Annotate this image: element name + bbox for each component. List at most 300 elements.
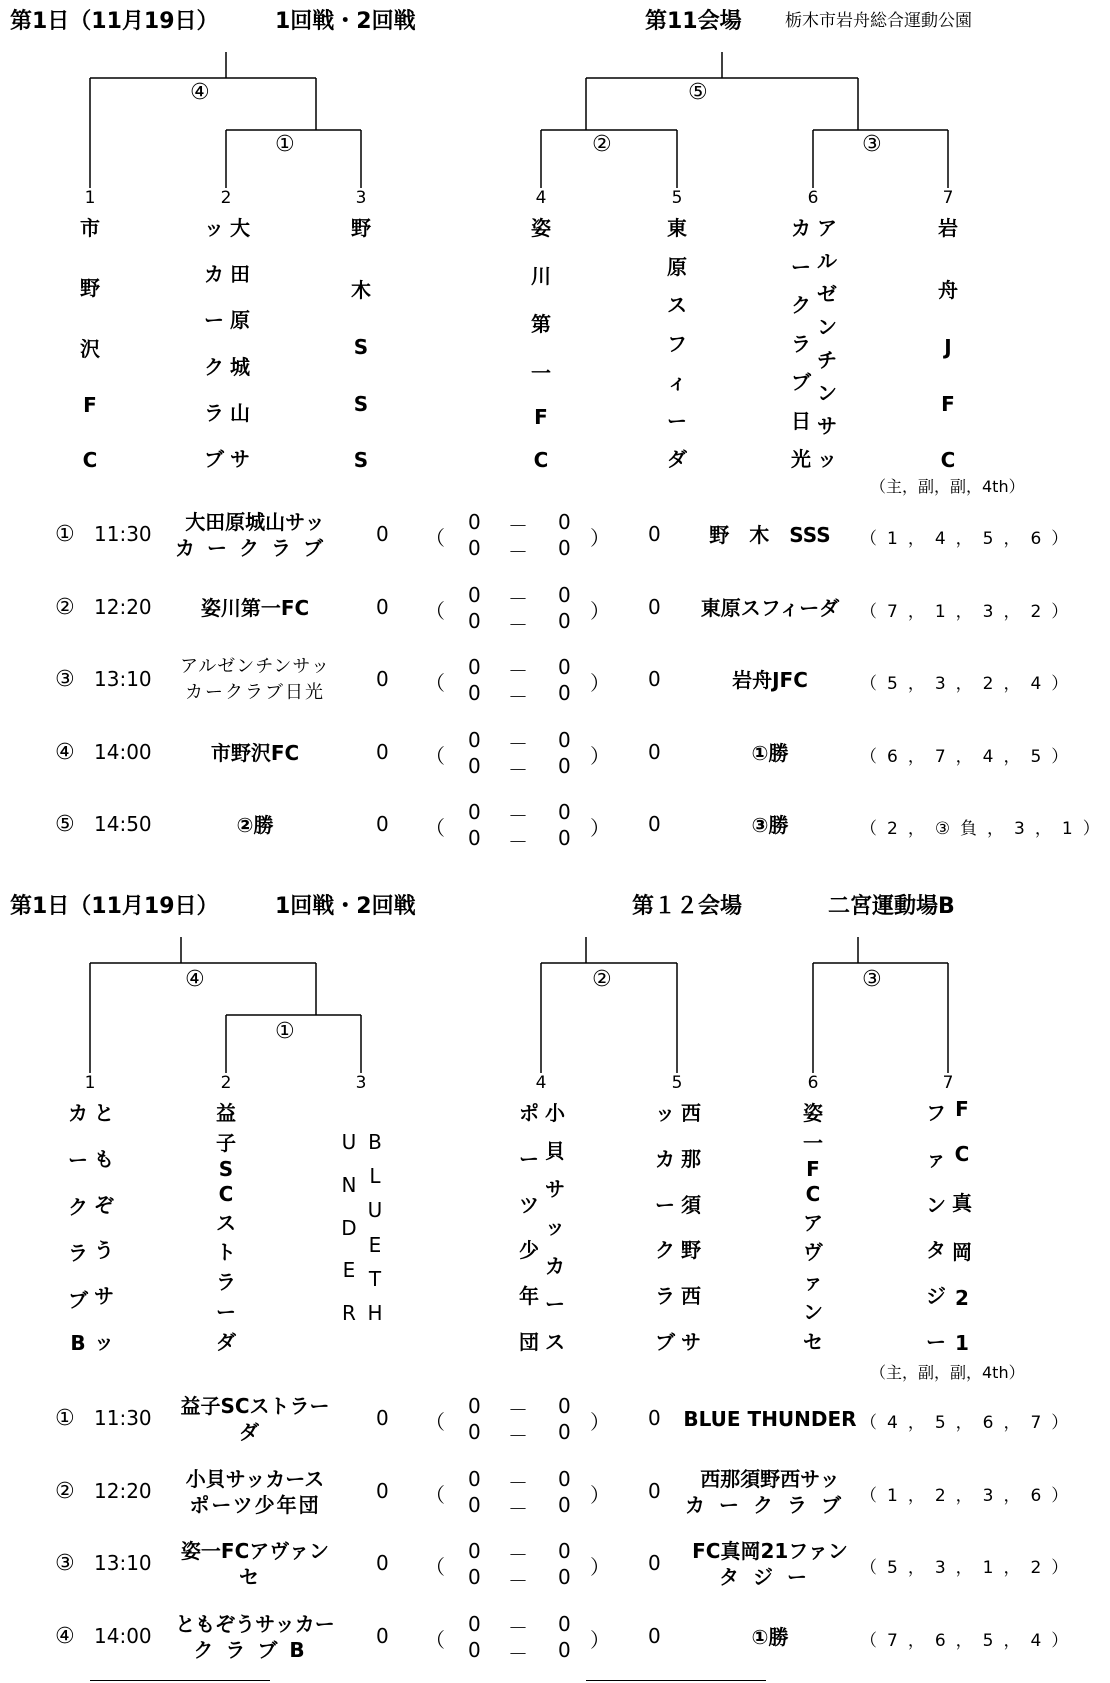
second-half-home: 0 (468, 1492, 481, 1517)
team-name-char: T (368, 1266, 382, 1291)
team-name-char: サ (681, 1329, 701, 1354)
team-name-char: S (353, 448, 369, 472)
team-name-char: ブ (68, 1288, 88, 1313)
team-name-vertical (665, 212, 689, 472)
team-name-char: ラ (655, 1284, 675, 1309)
team-name-char: L (369, 1164, 381, 1189)
paren-close: ） (590, 526, 610, 550)
team-name-char: S (353, 335, 369, 359)
team-name-vertical (529, 212, 553, 472)
home-score: 0 (376, 1551, 389, 1575)
venue11-mark-4: ④ (190, 80, 210, 105)
team-name-column (815, 212, 839, 472)
team-name-char: C (218, 1181, 234, 1206)
score-separator: － (508, 1398, 528, 1422)
away-team (680, 1624, 860, 1650)
kickoff-time: 14:00 (94, 1623, 152, 1648)
team-name-vertical (924, 1097, 974, 1355)
kickoff-time: 14:50 (94, 812, 152, 836)
referee-assignment: （7，6，5，4） (860, 1630, 1079, 1651)
referee-assignment: （1，2，3，6） (860, 1485, 1079, 1506)
team-name-char: N (341, 1172, 357, 1197)
away-score: 0 (648, 667, 661, 691)
team-name-char: ー (216, 1300, 236, 1325)
second-half-away: 0 (558, 536, 571, 560)
team-name-char: ー (519, 1146, 539, 1171)
team-name-char: 野 (80, 276, 100, 301)
team-name-char: R (342, 1301, 356, 1325)
first-half-home: 0 (468, 1539, 481, 1563)
first-half-home: 0 (468, 727, 481, 752)
venue12-bracket (0, 885, 1081, 1085)
team-name-char: 岩 (938, 216, 958, 240)
venue12-mark-1: ① (275, 1019, 295, 1044)
venue11-mark-5: ⑤ (688, 80, 708, 105)
team-name-char: 一 (531, 360, 551, 385)
team-name-char: B (70, 1330, 86, 1355)
home-team-line: セ (239, 1565, 271, 1589)
team-name-column (789, 212, 813, 472)
away-team-line: BLUE THUNDER (683, 1407, 857, 1431)
home-team (170, 654, 340, 706)
team-name-char: 木 (351, 277, 371, 302)
referee-assignment: （2，③負，3，1） (860, 819, 1110, 839)
venue12-ref-header: （主，副，副，4th） (870, 1363, 1025, 1382)
referee-assignment: （6，7，4，5） (860, 746, 1079, 767)
venue11-name: 第11会場 (645, 9, 742, 34)
score-separator: － (508, 1470, 528, 1495)
team-name-char: ス (216, 1210, 236, 1235)
second-half-home: 0 (468, 1637, 481, 1662)
paren-close: ） (590, 816, 610, 840)
second-half-home: 0 (468, 608, 481, 633)
team-name-char: ン (926, 1192, 946, 1217)
first-half-away: 0 (558, 800, 571, 824)
team-name-char: J (944, 335, 952, 359)
home-team (170, 1538, 340, 1590)
team-name-char: ン (817, 381, 837, 405)
match-number: ② (55, 594, 75, 620)
team-name-vertical (349, 212, 373, 472)
paren-open: （ (425, 598, 445, 623)
score-separator: － (508, 731, 528, 756)
team-name-char: 岡 (952, 1240, 972, 1265)
referee-assignment: （1，4，5，6） (860, 529, 1079, 549)
team-name-char: ダ (216, 1330, 236, 1354)
score-separator: － (508, 1641, 528, 1666)
second-half-home: 0 (468, 536, 481, 560)
team-name-column (337, 1130, 361, 1325)
team-name-column (653, 1097, 677, 1355)
paren-close: ） (590, 671, 610, 695)
second-half-away: 0 (558, 1420, 571, 1444)
first-half-away: 0 (558, 727, 571, 752)
second-half-home: 0 (468, 681, 481, 705)
away-team (680, 522, 860, 548)
first-half-home: 0 (468, 1611, 481, 1636)
team-name-char: ー (791, 254, 811, 279)
match-number: ② (55, 1478, 75, 1504)
match-number: ③ (55, 1551, 75, 1576)
team-name-char: C (954, 1141, 970, 1166)
team-name-char: ー (667, 408, 687, 433)
score-separator: － (508, 830, 528, 854)
away-team-line: FC真岡21ファン (692, 1539, 848, 1563)
team-name-char: ィ (667, 370, 687, 394)
team-name-char: S (353, 391, 369, 416)
home-team (170, 1611, 340, 1663)
team-name-char: も (94, 1146, 114, 1171)
first-half-home: 0 (468, 1394, 481, 1418)
team-name-char: ラ (68, 1241, 88, 1266)
team-name-char: ゼ (817, 282, 837, 306)
home-score: 0 (376, 1406, 389, 1430)
home-team-line: ダ (239, 1420, 271, 1444)
team-name-column (363, 1130, 387, 1325)
team-name-column (679, 1097, 703, 1355)
team-name-char: 東 (667, 216, 687, 240)
score-separator: － (508, 1496, 528, 1521)
team-name-char: 真 (952, 1190, 972, 1215)
team-name-column (92, 1097, 116, 1355)
away-team-line: 東原スフィーダ (700, 595, 840, 620)
team-name-char: 少 (519, 1238, 539, 1263)
team-name-char: う (94, 1238, 114, 1263)
match-number: ④ (55, 739, 75, 765)
team-name-char: C (805, 1181, 821, 1206)
team-name-char: ク (68, 1194, 88, 1219)
second-half-away: 0 (558, 753, 571, 778)
paren-close: ） (590, 1555, 610, 1579)
away-team-line: ①勝 (751, 740, 789, 765)
team-name-char: ン (803, 1300, 823, 1325)
home-team-line: ポーツ少年団 (189, 1492, 321, 1517)
away-team (680, 740, 860, 766)
team-name-char: ッ (817, 447, 837, 471)
team-name-char: サ (545, 1177, 565, 1202)
paren-open: （ (425, 526, 445, 550)
team-name-char: C (82, 448, 98, 472)
home-score: 0 (376, 812, 389, 836)
team-name-char: 年 (519, 1284, 539, 1309)
second-half-away: 0 (558, 608, 571, 633)
referee-assignment: （5，3，2，4） (860, 674, 1079, 694)
paren-close: ） (590, 598, 610, 623)
team-name-column (202, 212, 226, 472)
home-score: 0 (376, 1623, 389, 1648)
venue12-day: 第1日（11月19日） (10, 894, 219, 919)
team-name-char: ー (204, 308, 224, 333)
match-number: ① (55, 1406, 75, 1431)
match-number: ③ (55, 667, 75, 692)
venue12-name: 第１２会場 (632, 894, 743, 919)
home-team-line: ともぞうサッカー (175, 1611, 335, 1636)
home-team-line: クラブB (193, 1637, 317, 1662)
team-number: 6 (807, 1073, 819, 1093)
team-name-char: ー (926, 1329, 946, 1354)
match-row (0, 651, 1081, 711)
home-team-line: ②勝 (236, 813, 274, 837)
second-half-home: 0 (468, 1565, 481, 1589)
team-name-char: ブ (655, 1329, 675, 1354)
team-name-char: ッ (545, 1215, 565, 1240)
away-score: 0 (648, 1551, 661, 1575)
team-name-char: サ (230, 446, 250, 471)
team-name-char: ツ (519, 1192, 539, 1217)
home-team-line: カークラブ (175, 536, 335, 560)
team-name-char: S (218, 1156, 234, 1181)
divider (90, 1680, 270, 1681)
second-half-home: 0 (468, 826, 481, 850)
second-half-home: 0 (468, 1420, 481, 1444)
team-name-vertical (202, 212, 252, 472)
team-name-char: ー (545, 1291, 565, 1316)
away-team (680, 1466, 860, 1518)
away-score: 0 (648, 1478, 661, 1503)
team-name-char: 舟 (938, 277, 958, 302)
paren-close: ） (590, 1482, 610, 1507)
first-half-home: 0 (468, 1466, 481, 1491)
team-name-char: 原 (667, 254, 687, 279)
paren-open: （ (425, 1627, 445, 1652)
team-name-column (924, 1097, 948, 1355)
home-score: 0 (376, 594, 389, 619)
team-name-char: ア (803, 1210, 823, 1235)
home-score: 0 (376, 739, 389, 764)
score-separator: － (508, 1543, 528, 1567)
team-name-column (543, 1097, 567, 1355)
first-half-away: 0 (558, 582, 571, 607)
team-name-char: 那 (681, 1146, 701, 1171)
away-team (680, 667, 860, 693)
score-separator: － (508, 1424, 528, 1448)
match-row (0, 579, 1081, 639)
match-row (0, 724, 1081, 784)
second-half-away: 0 (558, 1637, 571, 1662)
match-row (0, 1463, 1081, 1523)
team-name-column (950, 1097, 974, 1355)
first-half-away: 0 (558, 1611, 571, 1636)
referee-assignment: （5，3，1，2） (860, 1558, 1079, 1578)
away-team (680, 1538, 860, 1590)
team-name-char: F (83, 392, 97, 417)
team-name-char: フ (926, 1101, 946, 1125)
team-name-char: ク (204, 354, 224, 379)
team-name-char: F (806, 1156, 820, 1181)
kickoff-time: 11:30 (94, 522, 152, 546)
team-name-char: ン (817, 315, 837, 339)
score-separator: － (508, 612, 528, 637)
match-number: ④ (55, 1623, 75, 1649)
team-number: 7 (942, 1073, 954, 1093)
home-team-line: 大田原城山サッ (185, 510, 325, 534)
team-name-char: C (533, 447, 549, 472)
away-score: 0 (648, 812, 661, 836)
team-name-char: ポ (519, 1101, 539, 1125)
team-name-char: 子 (216, 1130, 236, 1155)
team-name-char: カ (68, 1101, 88, 1125)
score-separator: － (508, 757, 528, 782)
team-name-char: 貝 (545, 1139, 565, 1164)
team-name-char: F (955, 1097, 969, 1121)
team-name-column (66, 1097, 90, 1355)
team-number: 3 (355, 188, 367, 208)
away-score: 0 (648, 1623, 661, 1648)
score-separator: － (508, 586, 528, 611)
team-name-char: 城 (230, 354, 250, 379)
team-name-vertical (653, 1097, 703, 1355)
team-name-char: ブ (791, 370, 811, 394)
venue11-round: 1回戦・2回戦 (275, 9, 416, 34)
team-name-char: ラ (791, 331, 811, 356)
away-team-line: 西那須野西サッ (700, 1466, 840, 1491)
venue11-bracket (0, 0, 1081, 200)
team-name-char: ぞ (94, 1192, 114, 1217)
team-name-char: D (341, 1215, 357, 1240)
team-name-column (517, 1097, 541, 1355)
home-team-line: 市野沢FC (210, 740, 300, 765)
team-name-char: 市 (80, 216, 100, 240)
home-score: 0 (376, 522, 389, 546)
divider (586, 1680, 766, 1681)
away-team-line: 岩舟JFC (732, 668, 808, 692)
team-name-char: 姿 (531, 216, 551, 240)
team-name-char: 姿 (803, 1101, 823, 1125)
second-half-away: 0 (558, 1492, 571, 1517)
away-score: 0 (648, 594, 661, 619)
first-half-away: 0 (558, 510, 571, 534)
team-name-char: ァ (803, 1270, 823, 1295)
first-half-away: 0 (558, 1466, 571, 1491)
team-name-char: ア (817, 216, 837, 240)
team-name-char: 山 (230, 400, 250, 425)
paren-open: （ (425, 671, 445, 695)
team-name-char: ァ (926, 1146, 946, 1171)
team-name-vertical (78, 212, 102, 472)
team-name-char: 1 (955, 1330, 969, 1355)
away-team-line: ③勝 (751, 813, 789, 837)
team-name-char: ー (655, 1192, 675, 1217)
team-name-char: ス (667, 293, 687, 317)
team-name-vertical (936, 212, 960, 472)
score-separator: － (508, 685, 528, 709)
home-team (170, 1466, 340, 1518)
match-row (0, 506, 1081, 566)
team-name-char: カ (791, 216, 811, 240)
home-team (170, 595, 340, 621)
team-name-vertical (517, 1097, 567, 1355)
home-score: 0 (376, 667, 389, 691)
team-number: 2 (220, 188, 232, 208)
kickoff-time: 13:10 (94, 1551, 152, 1575)
first-half-away: 0 (558, 1394, 571, 1418)
venue11-mark-2: ② (592, 132, 612, 157)
paren-open: （ (425, 1482, 445, 1507)
team-name-vertical (337, 1130, 387, 1325)
team-name-char: セ (803, 1330, 823, 1354)
team-name-char: 光 (791, 447, 811, 471)
team-name-char: E (342, 1258, 356, 1283)
team-name-char: B (368, 1130, 382, 1154)
match-row (0, 796, 1110, 856)
away-team-line: タジー (719, 1565, 821, 1589)
team-name-char: ッ (655, 1101, 675, 1125)
team-name-char: ル (817, 249, 837, 273)
team-name-char: 野 (681, 1238, 701, 1263)
team-number: 4 (535, 188, 547, 208)
kickoff-time: 12:20 (94, 1478, 152, 1503)
team-name-char: ラ (204, 400, 224, 425)
team-name-char: ダ (667, 447, 687, 471)
away-team (680, 1406, 860, 1432)
team-name-vertical (789, 212, 839, 472)
team-name-char: 小 (545, 1101, 565, 1125)
home-team (170, 509, 340, 561)
score-separator: － (508, 514, 528, 538)
team-name-char: 大 (230, 216, 250, 240)
venue11-mark-3: ③ (862, 132, 882, 157)
first-half-home: 0 (468, 582, 481, 607)
score-separator: － (508, 1569, 528, 1593)
team-name-char: フ (667, 331, 687, 356)
home-team-line: 小貝サッカース (185, 1466, 325, 1491)
team-name-char: ヴ (803, 1240, 823, 1265)
second-half-away: 0 (558, 681, 571, 705)
team-name-char: 一 (803, 1130, 823, 1155)
first-half-home: 0 (468, 655, 481, 679)
paren-close: ） (590, 1410, 610, 1434)
score-separator: － (508, 804, 528, 828)
second-half-home: 0 (468, 753, 481, 778)
team-name-char: ッ (204, 216, 224, 240)
team-name-char: C (940, 448, 956, 472)
away-team (680, 595, 860, 621)
team-name-char: U (367, 1198, 383, 1223)
second-half-away: 0 (558, 1565, 571, 1589)
team-number: 6 (807, 188, 819, 208)
team-number: 5 (671, 1073, 683, 1093)
team-name-char: ラ (216, 1270, 236, 1295)
referee-assignment: （4，5，6，7） (860, 1413, 1079, 1433)
away-score: 0 (648, 739, 661, 764)
team-name-char: サ (817, 414, 837, 438)
home-team (170, 1393, 340, 1445)
venue12-round: 1回戦・2回戦 (275, 894, 416, 919)
team-number: 3 (355, 1073, 367, 1093)
venue11-day: 第1日（11月19日） (10, 9, 219, 34)
team-number: 1 (84, 188, 96, 208)
home-team (170, 812, 340, 838)
away-team-line: ①勝 (751, 1624, 789, 1649)
score-separator: － (508, 659, 528, 683)
team-number: 1 (84, 1073, 96, 1093)
team-number: 5 (671, 188, 683, 208)
team-name-char: F (534, 404, 548, 429)
team-name-char: 川 (531, 264, 551, 289)
team-name-char: 日 (791, 408, 811, 433)
away-score: 0 (648, 1406, 661, 1430)
team-name-char: 田 (230, 262, 250, 287)
team-name-char: 西 (681, 1101, 701, 1125)
team-number: 7 (942, 188, 954, 208)
first-half-away: 0 (558, 1539, 571, 1563)
team-name-char: ー (68, 1147, 88, 1172)
venue12-mark-2: ② (592, 967, 612, 992)
team-name-char: カ (545, 1253, 565, 1278)
team-name-char: H (367, 1300, 383, 1325)
team-name-char: 須 (681, 1192, 701, 1217)
team-name-char: 沢 (80, 336, 100, 361)
